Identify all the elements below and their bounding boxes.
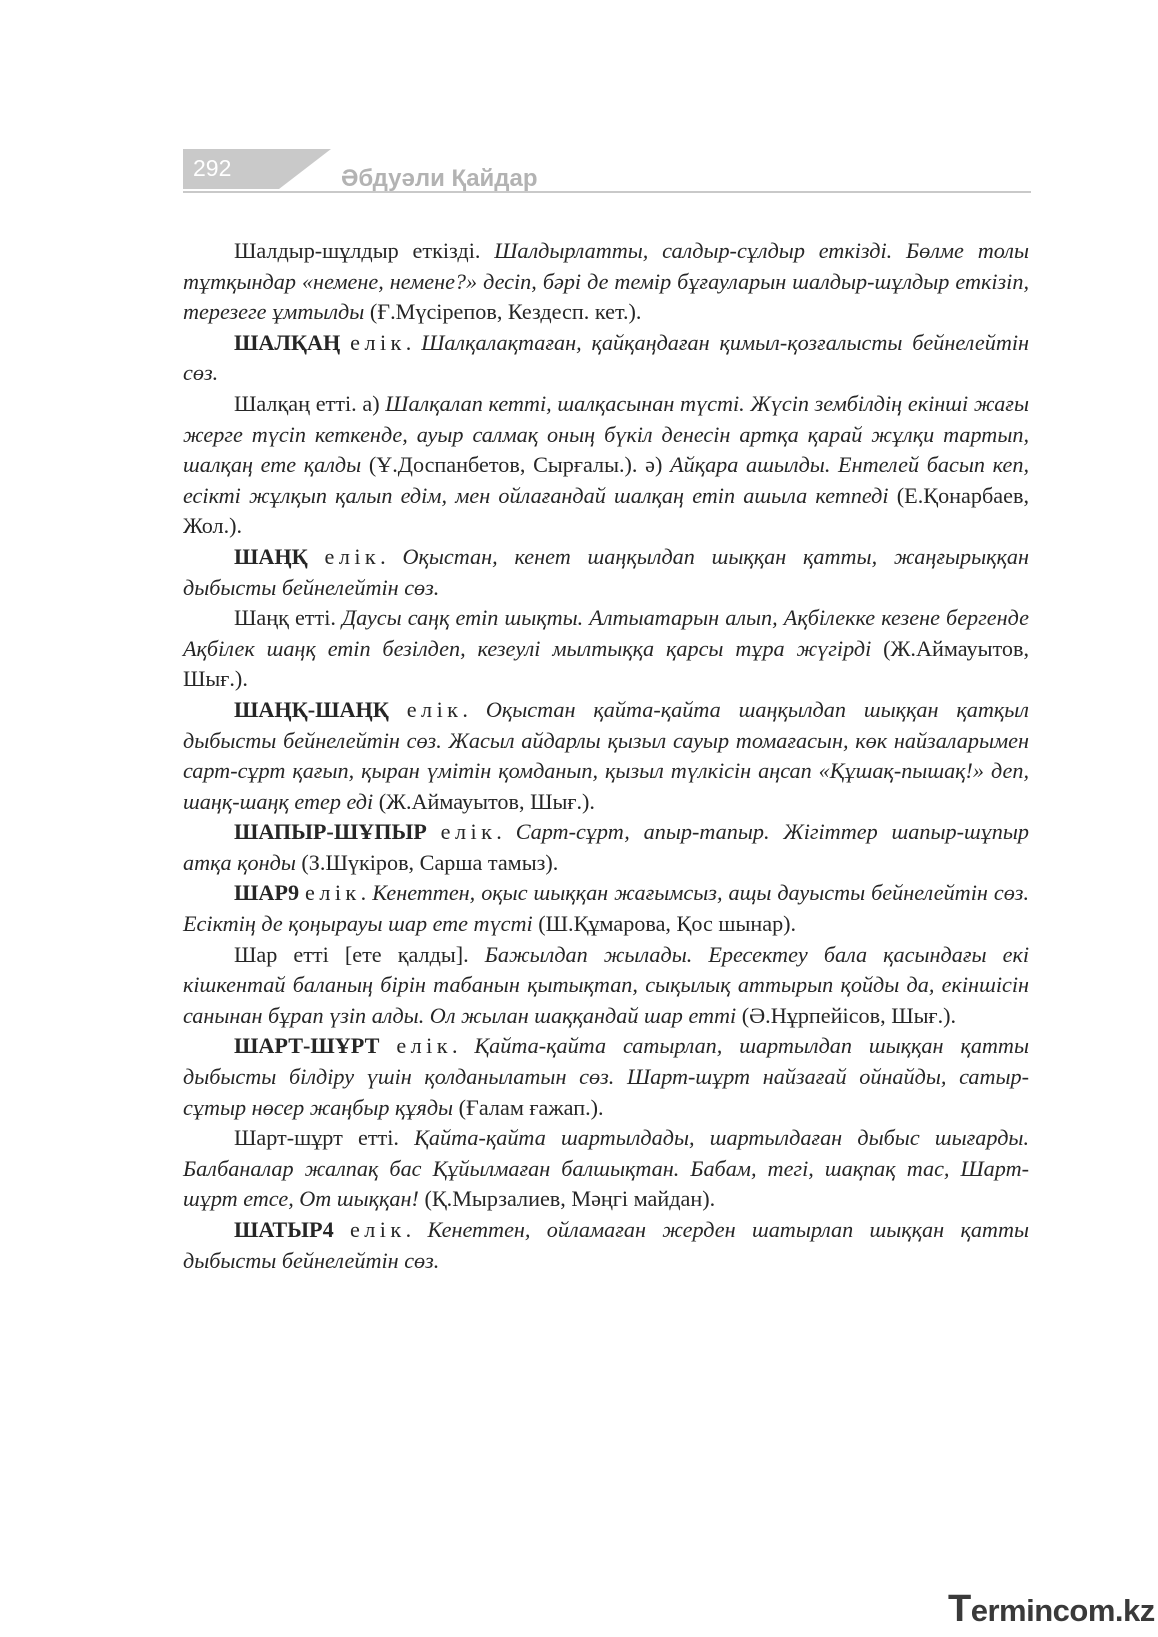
plain-text: (Қ.Мырзалиев, Мәңгі майдан). [418, 1186, 716, 1212]
plain-text: (Ж.Аймауытов, Шығ.). [183, 635, 1029, 692]
part-of-speech: елік [324, 543, 381, 569]
plain-text: (З.Шүкіров, Сарша тамыз). [295, 849, 559, 875]
plain-text: . [451, 1033, 475, 1059]
plain-text [379, 1033, 396, 1058]
part-of-speech: елік [305, 880, 361, 906]
dictionary-paragraph [183, 542, 1029, 603]
plain-text: . [405, 329, 422, 355]
italic-text: Қайта-қайта сатырлап, шартылдап шыққан қатты дыбысты білдіру үшін қолданылатын сөз. Шарт-шұрт найзағай ойнайды, сатыр-сұтыр нөсер жаңбыр құяды [183, 1033, 1029, 1120]
headword: ШАҢҚ-ШАҢҚ [234, 696, 389, 722]
headword: ШАПЫР-ШҰПЫР [234, 819, 427, 845]
part-of-speech: елік [350, 329, 406, 355]
plain-text: Шарт-шұрт етті. [234, 1125, 415, 1151]
italic-text: Қайта-қайта шартылдады, шартылдаған дыбыс шығарды. Балбаналар жалпақ бас Құйылмаған балшықтан. Бабам, тегі, шақпақ тас, Шарт-шұрт етсе, От шыққан! [183, 1125, 1029, 1212]
plain-text: . [405, 1217, 428, 1242]
dictionary-paragraph [183, 389, 1029, 542]
italic-text: Оқыстан қайта-қайта шаңқылдап шыққан қатқыл дыбысты бейнелейтін сөз. Жасыл айдарлы қызыл сауыр томағасын, көк найзаларымен сарт-сұрт қағып, қыран үмітін қомданып, қызыл түлкісін аңсап «Құшақ-пышақ!» деп, шаңқ-шаңқ етер еді [183, 696, 1029, 814]
page-header [183, 149, 1031, 197]
running-head-author: Әбдуәли Қайдар [341, 165, 538, 192]
dictionary-paragraph [183, 940, 1029, 1032]
site-watermark [948, 1588, 1155, 1631]
page-number: 292 [193, 155, 232, 181]
plain-text: . [360, 880, 373, 906]
plain-text: (Ә.Нұрпейісов, Шығ.). [736, 1002, 957, 1028]
italic-text: Шалқалап кетті, шалқасынан түсті. Жүсіп зембілдің екінші жағы жерге түсіп кеткенде, ауыр салмақ оның бүкіл денесін артқа қарай жұлқи тартып, шалқаң ете қалды [183, 390, 1029, 478]
italic-text: Бажылдап жылады. Ересектеу бала қасындағы екі кішкентай баланың бірін табанын қытықтап, сықылық аттырып қойды да, екіншісін санынан бұрап үзіп алды. Ол жылан шаққандай шар етті [183, 941, 1029, 1028]
italic-text: Кенеттен, оқыс шыққан жағымсыз, ащы дауысты бейнелейтін сөз. Есіктің де қоңырауы шар ете түсті [183, 880, 1029, 937]
plain-text: (Ж.Аймауытов, Шығ.). [373, 788, 595, 814]
dictionary-paragraph [183, 1215, 1029, 1276]
header-rule [183, 191, 1031, 193]
plain-text [334, 1217, 350, 1242]
headword: ШАР9 [234, 880, 300, 906]
dictionary-paragraph [183, 695, 1029, 817]
italic-text: Оқыстан, кенет шаңқылдап шыққан қатты, жаңғырыққан дыбысты бейнелейтін сөз. [183, 543, 1030, 600]
dictionary-paragraph [183, 1031, 1029, 1123]
plain-text: Шалдыр-шұлдыр еткізді. [234, 238, 495, 263]
dictionary-paragraph [183, 603, 1029, 695]
part-of-speech: елік [440, 819, 497, 845]
plain-text: . [462, 696, 486, 722]
headword: ШАҢҚ [234, 543, 308, 569]
plain-text: (Ұ.Доспанбетов, Сырғалы.). ә) [361, 452, 671, 478]
italic-text: Айқара ашылды. Ентелей басып кеп, есікті жұлқып қалып едім, мен ойлағандай шалқаң етіп ашыла кетпеді [183, 452, 1029, 508]
part-of-speech: елік [406, 696, 463, 722]
dictionary-paragraph [183, 1123, 1029, 1215]
headword: ШАЛҚАҢ [234, 329, 341, 355]
italic-text: Шалқалақтаған, қайқаңдаған қимыл-қозғалысты бейнелейтін сөз. [183, 329, 1030, 386]
plain-text [427, 819, 441, 844]
dictionary-paragraph [183, 236, 1029, 328]
plain-text: (Ғалам ғажап.). [453, 1094, 604, 1120]
plain-text: (Е.Қонарбаев, Жол.). [183, 482, 1029, 539]
italic-text: Даусы саңқ етіп шықты. Алтыатарын алып, Ақбілекке кезене бергенде Ақбілек шаңқ етіп безілдеп, кезеулі мылтыққа қарсы тұра жүгірді [183, 605, 1029, 661]
plain-text: . [380, 543, 403, 569]
headword: ШАТЫР4 [234, 1217, 334, 1242]
plain-text [389, 697, 407, 722]
plain-text: Шар етті [ете қалды]. [234, 941, 485, 967]
dictionary-paragraph [183, 817, 1029, 878]
dictionary-entries [183, 236, 1029, 1276]
plain-text [340, 330, 350, 355]
plain-text: Шаңқ етті. [234, 605, 342, 631]
page-number-tab-corner [279, 149, 331, 189]
headword: ШАРТ-ШҰРТ [234, 1033, 380, 1059]
italic-text: Сарт-сұрт, апыр-тапыр. Жігіттер шапыр-шұпыр атқа қонды [183, 819, 1030, 875]
plain-text: (Ғ.Мүсірепов, Кездесп. кет.). [364, 299, 642, 325]
plain-text: . [496, 819, 516, 845]
dictionary-paragraph [183, 328, 1029, 389]
part-of-speech: елік [396, 1033, 452, 1059]
watermark-initial: T [948, 1588, 971, 1630]
dictionary-paragraph [183, 878, 1029, 939]
italic-text: Шалдырлатты, салдыр-сұлдыр еткізді. Бөлме толы тұтқындар «немене, немене?» десіп, бәрі де темір бұғауларын шалдыр-шұлдыр еткізіп, терезеге ұмтылды [183, 238, 1029, 325]
plain-text: Шалқаң етті. а) [234, 390, 386, 416]
italic-text: Кенеттен, ойламаған жерден шатырлап шыққан қатты дыбысты бейнелейтін сөз. [183, 1217, 1029, 1273]
plain-text: (Ш.Құмарова, Қос шынар). [532, 911, 797, 937]
plain-text [308, 544, 325, 569]
watermark-text: ermincom.kz [970, 1593, 1155, 1628]
part-of-speech: елік [349, 1217, 406, 1242]
